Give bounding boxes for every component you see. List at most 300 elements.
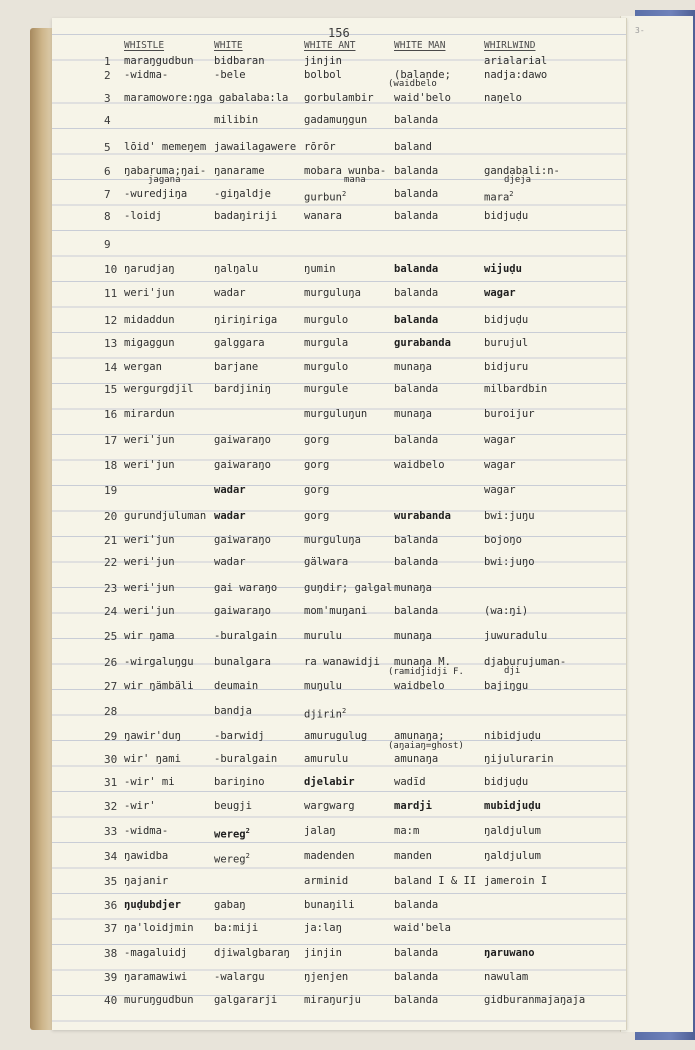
cell-text: gaiwaraŋo (214, 605, 271, 617)
cell-whistle (124, 900, 181, 911)
cell-white (214, 801, 252, 812)
row-number: 24 (104, 605, 118, 618)
cell-text: murulu (304, 630, 342, 642)
cell-text: wadar (214, 484, 246, 496)
cell-white (214, 338, 265, 349)
cell-whirlwind (484, 731, 541, 742)
cell-whistle (124, 142, 206, 153)
cell-text: bwi:juŋu (484, 510, 535, 522)
cell-white-ant (304, 535, 361, 546)
cell-white (214, 362, 258, 373)
cell-text: muruŋgudbun (124, 994, 194, 1006)
cell-white (214, 189, 271, 200)
cell-text: wurabanda (394, 510, 451, 522)
column-header-whirlwind: WHIRLWIND (484, 40, 536, 51)
cell-whistle (124, 435, 175, 446)
cell-text: maraŋgudbun (124, 55, 194, 67)
cell-white-man (394, 972, 438, 983)
cell-whirlwind (484, 657, 566, 668)
cell-whistle (124, 384, 194, 395)
cell-text: bojoŋo (484, 534, 522, 546)
cell-text: wir' ŋami (124, 753, 181, 765)
cell-continuation-white-ant: mana (344, 175, 366, 185)
cell-white-man (394, 754, 438, 765)
cell-text: weri'jun (124, 459, 175, 471)
cell-text: muŋulu (304, 680, 342, 692)
cell-white-man (394, 606, 438, 617)
cell-text: balanda (394, 899, 439, 911)
cell-whirlwind (484, 826, 541, 837)
cell-continuation-whirlwind: dji (504, 666, 521, 676)
cell-text: ŋaldjulum (484, 825, 541, 837)
cell-text: waid'belo (394, 92, 451, 104)
cell-text: amurugulug (304, 730, 368, 742)
cell-white-ant (304, 801, 355, 812)
row-number: 33 (104, 825, 118, 838)
cell-text: ŋaruwano (484, 947, 535, 959)
cell-text: djirin (304, 708, 342, 721)
cell-white-ant (304, 923, 342, 934)
row-number: 36 (104, 899, 118, 912)
cell-white-ant (304, 706, 346, 721)
cell-whirlwind (484, 93, 522, 104)
cell-white-ant (304, 606, 367, 617)
row-number: 23 (104, 582, 118, 595)
cell-whistle (124, 338, 175, 349)
cell-text: ŋijulurarin (484, 753, 554, 765)
cell-white-man (394, 409, 432, 420)
cell-text: waidbelo (394, 680, 445, 692)
cell-text: maramowore:ŋga gabalaba:la (124, 92, 289, 104)
cell-white-man (394, 681, 445, 692)
row-number: 32 (104, 800, 118, 813)
cell-text: ba:miji (214, 922, 259, 934)
cell-text: jameroin I (484, 875, 548, 887)
superscript: 2 (509, 190, 514, 198)
cell-text: balanda (394, 210, 439, 222)
cell-text: balanda (394, 165, 439, 177)
cell-text: gälwara (304, 556, 349, 568)
cell-text: deumain (214, 680, 259, 692)
cell-text: -bele (214, 69, 246, 81)
cell-whirlwind (484, 435, 516, 446)
cell-white (214, 535, 271, 546)
cell-text: bolbol (304, 69, 342, 81)
row-number: 28 (104, 705, 118, 718)
cell-whirlwind (484, 384, 547, 395)
cell-text: ŋjenjen (304, 971, 349, 983)
cell-white-man (394, 826, 419, 837)
cell-text: balanda (394, 188, 439, 200)
cell-white (214, 995, 277, 1006)
cell-text: murgula (304, 337, 349, 349)
cell-whistle (124, 211, 162, 222)
cell-white (214, 731, 265, 742)
cell-text: weri'jun (124, 287, 175, 299)
cell-white (214, 706, 252, 717)
cell-whistle (124, 606, 175, 617)
cell-white-ant (304, 777, 355, 788)
cell-text: amurulu (304, 753, 349, 765)
cell-text: nibidjuḍu (484, 730, 541, 742)
cell-text: badaŋiriji (214, 210, 278, 222)
cell-white-man (394, 211, 438, 222)
cell-text: balanda (394, 994, 439, 1006)
cell-white-man (394, 631, 432, 642)
cell-text: balanda (394, 314, 439, 326)
cell-white-ant (304, 657, 380, 668)
cell-text: bunalgara (214, 656, 271, 668)
cell-text: -walargu (214, 971, 265, 983)
cell-text: milbardbin (484, 383, 548, 395)
cell-white-ant (304, 435, 329, 446)
row-number: 11 (104, 287, 118, 300)
cell-text: bunaŋili (304, 899, 355, 911)
cell-text: -buralgain (214, 630, 278, 642)
cell-white-man (394, 338, 451, 349)
cell-text: -loidj (124, 210, 162, 222)
cell-whirlwind (484, 681, 528, 692)
superscript: 2 (341, 190, 347, 198)
cell-text: bariŋino (214, 776, 265, 788)
cell-text: balanda (394, 383, 439, 395)
cell-text: gai waraŋo (214, 582, 278, 594)
cell-text: murguluŋun (304, 408, 368, 420)
cell-text: wergan (124, 361, 162, 373)
cell-white-ant (304, 948, 342, 959)
cell-text: burujul (484, 337, 529, 349)
cell-text: ŋaramawiwi (124, 971, 188, 983)
cell-text: ŋawidba (124, 850, 169, 862)
cell-whirlwind (484, 264, 522, 275)
cell-text: -wuredjiŋa (124, 188, 188, 200)
cell-text: balanda (394, 287, 439, 299)
cell-text: -buralgain (214, 753, 278, 765)
cell-white-man (394, 923, 451, 934)
row-number: 22 (104, 556, 118, 569)
cell-whistle (124, 948, 187, 959)
cell-whirlwind (484, 631, 547, 642)
cell-white-ant (304, 754, 348, 765)
row-number: 10 (104, 263, 118, 276)
cell-text: beugji (214, 800, 252, 812)
cell-white-ant (304, 681, 342, 692)
cell-text: buroijur (484, 408, 535, 420)
cell-white (214, 435, 271, 446)
cell-whirlwind (484, 876, 547, 887)
cell-text: baland I & II (394, 875, 477, 887)
cell-whistle (124, 851, 168, 862)
cell-white-ant (304, 511, 329, 522)
cell-white (214, 972, 265, 983)
cell-white (214, 606, 271, 617)
cell-whistle (124, 70, 168, 81)
cell-white (214, 166, 265, 177)
row-number: 2 (104, 69, 111, 82)
row-number: 3 (104, 92, 111, 105)
cell-text: juwuradulu (484, 630, 548, 642)
cell-white (214, 384, 271, 395)
cell-text: munaŋa M. (394, 656, 451, 668)
cell-text: balanda (394, 263, 439, 275)
row-number: 8 (104, 210, 111, 223)
cell-text: mom'muŋani (304, 605, 368, 617)
cell-text: gorg (304, 510, 330, 522)
cell-text: gabaŋ (214, 899, 246, 911)
cell-white-man (394, 995, 438, 1006)
cell-text: weri'jun (124, 534, 175, 546)
cell-text: -barwidj (214, 730, 265, 742)
cell-text: gurundjuluman (124, 510, 207, 522)
cell-white-ant (304, 731, 367, 742)
cell-text: gurabanda (394, 337, 451, 349)
cell-white (214, 631, 277, 642)
cell-white-ant (304, 384, 348, 395)
cell-text: mirardun (124, 408, 175, 420)
cell-text: arialarial (484, 55, 548, 67)
cell-white-ant (304, 409, 367, 420)
cell-whirlwind (484, 557, 535, 568)
cell-text: weri'jun (124, 582, 175, 594)
cell-text: mardji (394, 800, 432, 812)
cell-text: manden (394, 850, 432, 862)
cell-whistle (124, 460, 175, 471)
cell-text: wadar (214, 510, 246, 522)
cell-text: galggara (214, 337, 265, 349)
cell-white-ant (304, 264, 336, 275)
cell-text: (wa:ŋi) (484, 605, 529, 617)
row-number: 26 (104, 656, 118, 669)
cell-white (214, 56, 265, 67)
cell-white-ant (304, 485, 329, 496)
cell-text: waidbelo (394, 459, 445, 471)
cell-white-ant (304, 288, 361, 299)
cell-text: munaŋa (394, 361, 432, 373)
cell-text: gaiwaraŋo (214, 434, 271, 446)
cell-text: bidjuḍu (484, 210, 529, 222)
row-number: 15 (104, 383, 118, 396)
cell-white (214, 485, 246, 496)
cell-white-man (394, 511, 451, 522)
cell-text: -widma- (124, 69, 169, 81)
cell-white (214, 826, 250, 841)
cell-white-ant (304, 583, 393, 594)
cell-whistle (124, 288, 175, 299)
row-number: 12 (104, 314, 118, 327)
cell-white-ant (304, 338, 348, 349)
cell-white (214, 777, 265, 788)
column-header-white: WHITE (214, 40, 243, 51)
cell-text: murguluŋa (304, 534, 361, 546)
cell-whistle (124, 876, 168, 887)
cell-whirlwind (484, 511, 535, 522)
cell-text: gorg (304, 434, 330, 446)
cell-text: djelabir (304, 776, 355, 788)
cell-whirlwind (484, 754, 554, 765)
cell-whirlwind (484, 56, 547, 67)
cell-whirlwind (484, 606, 528, 617)
cell-white-man (394, 900, 438, 911)
cell-text: murguluŋa (304, 287, 361, 299)
cell-white (214, 288, 246, 299)
cell-white-man (394, 460, 445, 471)
cell-text: wijuḍu (484, 263, 522, 275)
cell-whistle (124, 511, 206, 522)
row-number: 5 (104, 141, 111, 154)
cell-text: ma:m (394, 825, 420, 837)
cell-white-ant (304, 900, 355, 911)
cell-white (214, 115, 258, 126)
cell-white (214, 70, 246, 81)
row-number: 16 (104, 408, 118, 421)
cell-continuation-white-man: (waidbelo (388, 79, 437, 89)
cell-continuation-white-man: (ramidjidji F. (388, 667, 464, 677)
cell-text: -widma- (124, 825, 169, 837)
cell-white-man (394, 166, 438, 177)
cell-text: bwi:juŋo (484, 556, 535, 568)
cell-white (214, 923, 258, 934)
cell-text: jinjin (304, 947, 342, 959)
cell-white-ant (304, 851, 355, 862)
cell-white (214, 315, 277, 326)
row-number: 40 (104, 994, 118, 1007)
cell-text: -wir' mi (124, 776, 175, 788)
row-number: 39 (104, 971, 118, 984)
cell-whirlwind (484, 851, 541, 862)
cell-text: nadja:dawo (484, 69, 548, 81)
cell-text: balanda (394, 605, 439, 617)
cell-whirlwind (484, 288, 516, 299)
cell-text: -wirgaluŋgu (124, 656, 194, 668)
cell-white-ant (304, 876, 348, 887)
cell-text: rōrōr (304, 141, 336, 153)
cell-white-ant (304, 826, 336, 837)
cell-text: weri'jun (124, 605, 175, 617)
row-number: 17 (104, 434, 118, 447)
cell-white-man (394, 362, 432, 373)
row-number: 30 (104, 753, 118, 766)
cell-text: ŋa'loidjmin (124, 922, 194, 934)
cell-text: madenden (304, 850, 355, 862)
cell-white-ant (304, 362, 348, 373)
cell-text: djaburujuman- (484, 656, 567, 668)
cell-white-man (394, 435, 438, 446)
cell-whistle (124, 409, 175, 420)
cell-white-man (394, 948, 438, 959)
cell-white (214, 681, 258, 692)
superscript: 2 (245, 852, 250, 860)
cell-text: wanara (304, 210, 342, 222)
cell-text: migaggun (124, 337, 175, 349)
cell-whistle (124, 731, 181, 742)
cell-text: ŋiriŋiriga (214, 314, 278, 326)
cell-white-ant (304, 115, 367, 126)
cell-whistle (124, 557, 175, 568)
cell-text: gaiwaraŋo (214, 459, 271, 471)
cell-text: wereg (214, 853, 246, 866)
cell-whistle (124, 535, 175, 546)
cell-white-man (394, 93, 451, 104)
cell-whistle (124, 681, 194, 692)
cell-white-man (394, 288, 438, 299)
cell-white-ant (304, 93, 374, 104)
cell-whirlwind (484, 535, 522, 546)
cell-whistle (124, 93, 288, 104)
column-header-white-ant: WHITE ANT (304, 40, 356, 51)
cell-whirlwind (484, 460, 516, 471)
cell-whirlwind (484, 189, 514, 204)
cell-text: balanda (394, 971, 439, 983)
cell-text: milibin (214, 114, 259, 126)
row-number: 29 (104, 730, 118, 743)
cell-white-man (394, 142, 432, 153)
cell-text: wagar (484, 287, 516, 299)
cell-white-man (394, 384, 438, 395)
cell-white-ant (304, 972, 348, 983)
cell-whirlwind (484, 972, 528, 983)
cell-text: djiwalgbaraŋ (214, 947, 290, 959)
row-number: 21 (104, 534, 118, 547)
cell-text: bidjuru (484, 361, 529, 373)
cell-whistle (124, 777, 175, 788)
cell-whirlwind (484, 409, 535, 420)
cell-white (214, 264, 258, 275)
row-number: 27 (104, 680, 118, 693)
cell-white-man (394, 777, 426, 788)
cell-text: ŋarudjaŋ (124, 263, 175, 275)
row-number: 6 (104, 165, 111, 178)
cell-text: ŋuḍubdjer (124, 899, 181, 911)
cell-text: murgulo (304, 314, 349, 326)
cell-whistle (124, 189, 187, 200)
cell-text: wir ŋämbäli (124, 680, 194, 692)
row-number: 38 (104, 947, 118, 960)
cell-whirlwind (484, 948, 535, 959)
page-number: 156 (328, 26, 350, 40)
cell-text: wadar (214, 556, 246, 568)
cell-white-ant (304, 995, 361, 1006)
cell-whistle (124, 56, 194, 67)
cell-text: wadīd (394, 776, 426, 788)
cell-text: wir ŋama (124, 630, 175, 642)
cell-text: wagar (484, 484, 516, 496)
cell-white-man (394, 876, 476, 887)
cell-whirlwind (484, 485, 516, 496)
cell-text: gaiwaraŋo (214, 534, 271, 546)
row-number: 13 (104, 337, 118, 350)
cell-text: amunaŋa; (394, 730, 445, 742)
row-number: 35 (104, 875, 118, 888)
cell-whistle (124, 631, 175, 642)
facing-page (620, 16, 693, 1032)
cell-text: weri'jun (124, 434, 175, 446)
cell-whistle (124, 315, 175, 326)
cell-text: balanda (394, 556, 439, 568)
cell-white-ant (304, 211, 342, 222)
cell-white (214, 948, 290, 959)
cell-white-ant (304, 70, 342, 81)
cell-white-ant (304, 631, 342, 642)
cell-text: gidburanmajaŋaja (484, 994, 586, 1006)
cell-text: bidjuḍu (484, 314, 529, 326)
cell-whistle (124, 995, 194, 1006)
row-number: 14 (104, 361, 118, 374)
cell-text: ŋanarame (214, 165, 265, 177)
cell-text: munaŋa (394, 630, 432, 642)
column-header-whistle: WHISTLE (124, 40, 165, 51)
row-number: 25 (104, 630, 118, 643)
row-number: 1 (104, 55, 111, 68)
